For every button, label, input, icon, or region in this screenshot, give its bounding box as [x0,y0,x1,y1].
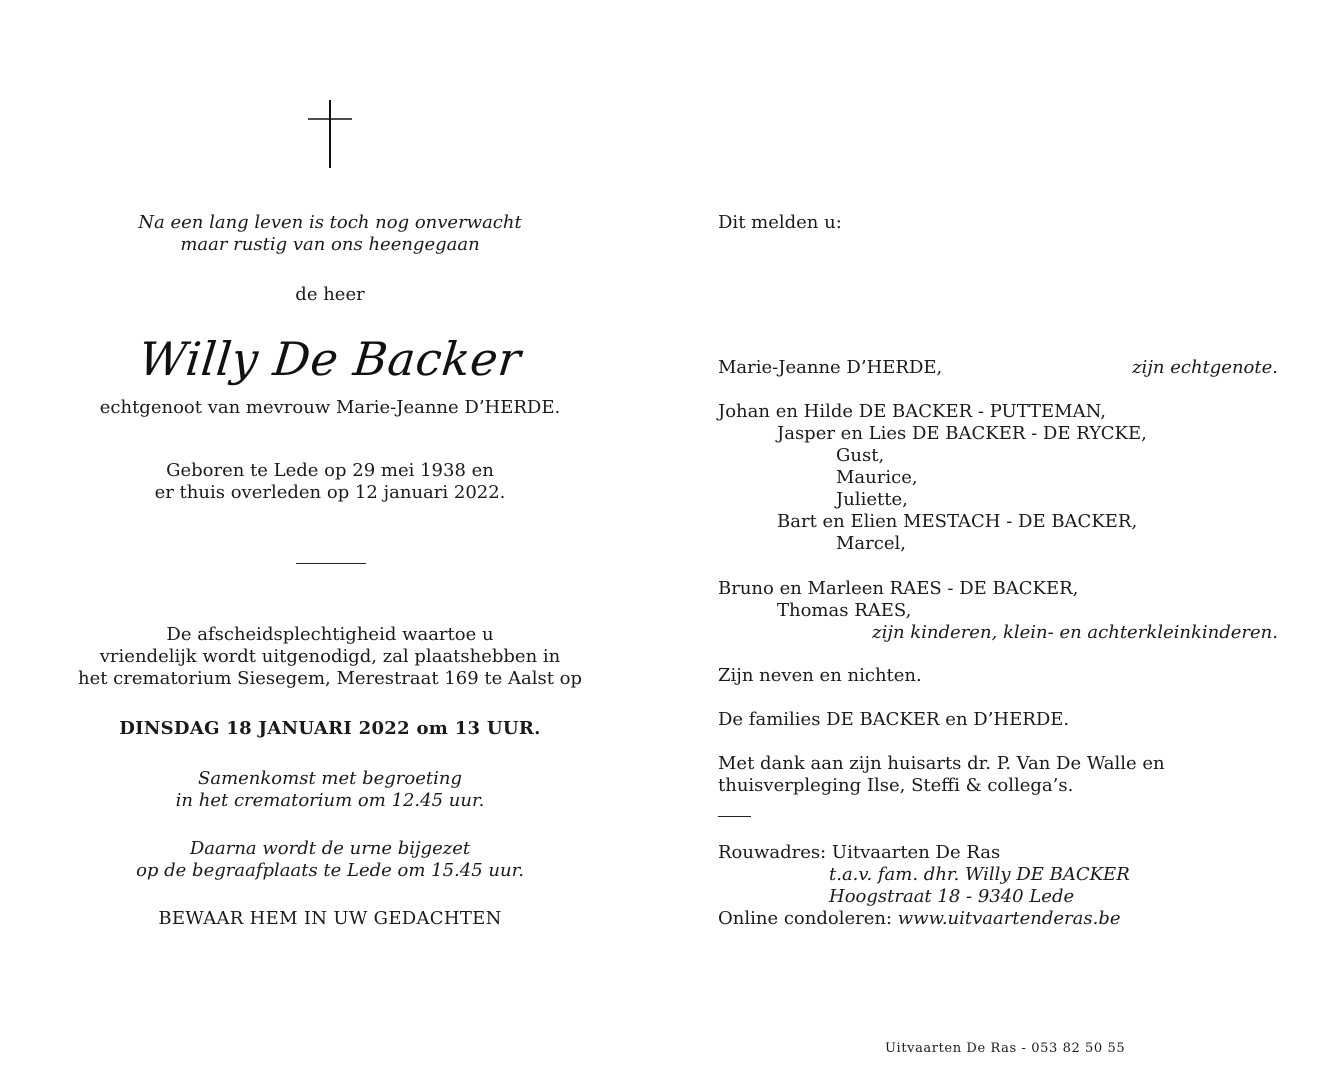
intro-text [70,212,590,256]
cross-icon [306,100,354,168]
birth-line: Geboren te Lede op 29 mei 1938 en [166,460,494,481]
list-item: Juliette, [836,489,908,510]
birth-death-text [70,460,590,504]
closing-text: BEWAAR HEM IN UW GEDACHTEN [158,908,502,929]
address-block [718,842,1278,930]
online-link[interactable]: www.uitvaartenderas.be [897,908,1121,929]
spouse-name: Marie-Jeanne D’HERDE, [718,357,943,378]
ceremony-line-2: vriendelijk wordt uitgenodigd, zal plaatshebben in [99,646,561,667]
title-prefix: de heer [295,284,365,305]
list-item: Thomas RAES, [777,600,912,621]
ceremony-date: DINSDAG 18 JANUARI 2022 om 13 UUR. [119,718,541,739]
ceremony-line-3: het crematorium Siesegem, Merestraat 169 te Aalst op [77,668,583,689]
spouse-row [718,357,1278,379]
meeting-line-1: Samenkomst met begroeting [198,768,462,789]
urn-line-2: op de begraafplaats te Lede om 15.45 uur. [136,860,524,881]
spouse-line: echtgenoot van mevrouw Marie-Jeanne D’HERDE. [99,397,561,418]
thanks-line-1: Met dank aan zijn huisarts dr. P. Van De Walle en [718,753,1165,774]
meeting-text [70,768,590,812]
thanks-text [718,753,1278,797]
ceremony-text [70,624,590,690]
footer-contact: Uitvaarten De Ras - 053 82 50 55 [885,1041,1126,1056]
family-list-2 [718,578,1278,644]
divider-small [718,816,751,817]
list-item: Marcel, [836,533,906,554]
address-line-3: Hoogstraat 18 - 9340 Lede [829,886,1075,907]
announcement-heading: Dit melden u: [718,212,842,233]
spouse-role: zijn echtgenote. [1132,357,1278,378]
divider [296,563,366,564]
list-item: Bruno en Marleen RAES - DE BACKER, [718,578,1079,599]
urn-line-1: Daarna wordt de urne bijgezet [189,838,471,859]
intro-line-1: Na een lang leven is toch nog onverwacht [138,212,522,233]
list-item: Jasper en Lies DE BACKER - DE RYCKE, [777,423,1147,444]
death-line: er thuis overleden op 12 januari 2022. [154,482,506,503]
thanks-line-2: thuisverpleging Ilse, Steffi & collega’s. [718,775,1074,796]
list-item: Johan en Hilde DE BACKER - PUTTEMAN, [718,401,1106,422]
online-label: Online condoleren: [718,908,898,929]
intro-line-2: maar rustig van ons heengegaan [180,234,480,255]
meeting-line-2: in het crematorium om 12.45 uur. [175,790,485,811]
list-item: Gust, [836,445,885,466]
urn-text [70,838,590,882]
children-role: zijn kinderen, klein- en achterkleinkinderen. [872,622,1278,643]
address-line-2: t.a.v. fam. dhr. Willy DE BACKER [829,864,1130,885]
list-item: Bart en Elien MESTACH - DE BACKER, [777,511,1138,532]
address-label: Rouwadres: Uitvaarten De Ras [718,842,1001,863]
families-line: De families DE BACKER en D’HERDE. [718,709,1070,730]
list-item: Maurice, [836,467,918,488]
family-list [718,401,1278,555]
cousins-line: Zijn neven en nichten. [718,665,922,686]
deceased-name: Willy De Backer [136,332,524,386]
ceremony-line-1: De afscheidsplechtigheid waartoe u [166,624,494,645]
